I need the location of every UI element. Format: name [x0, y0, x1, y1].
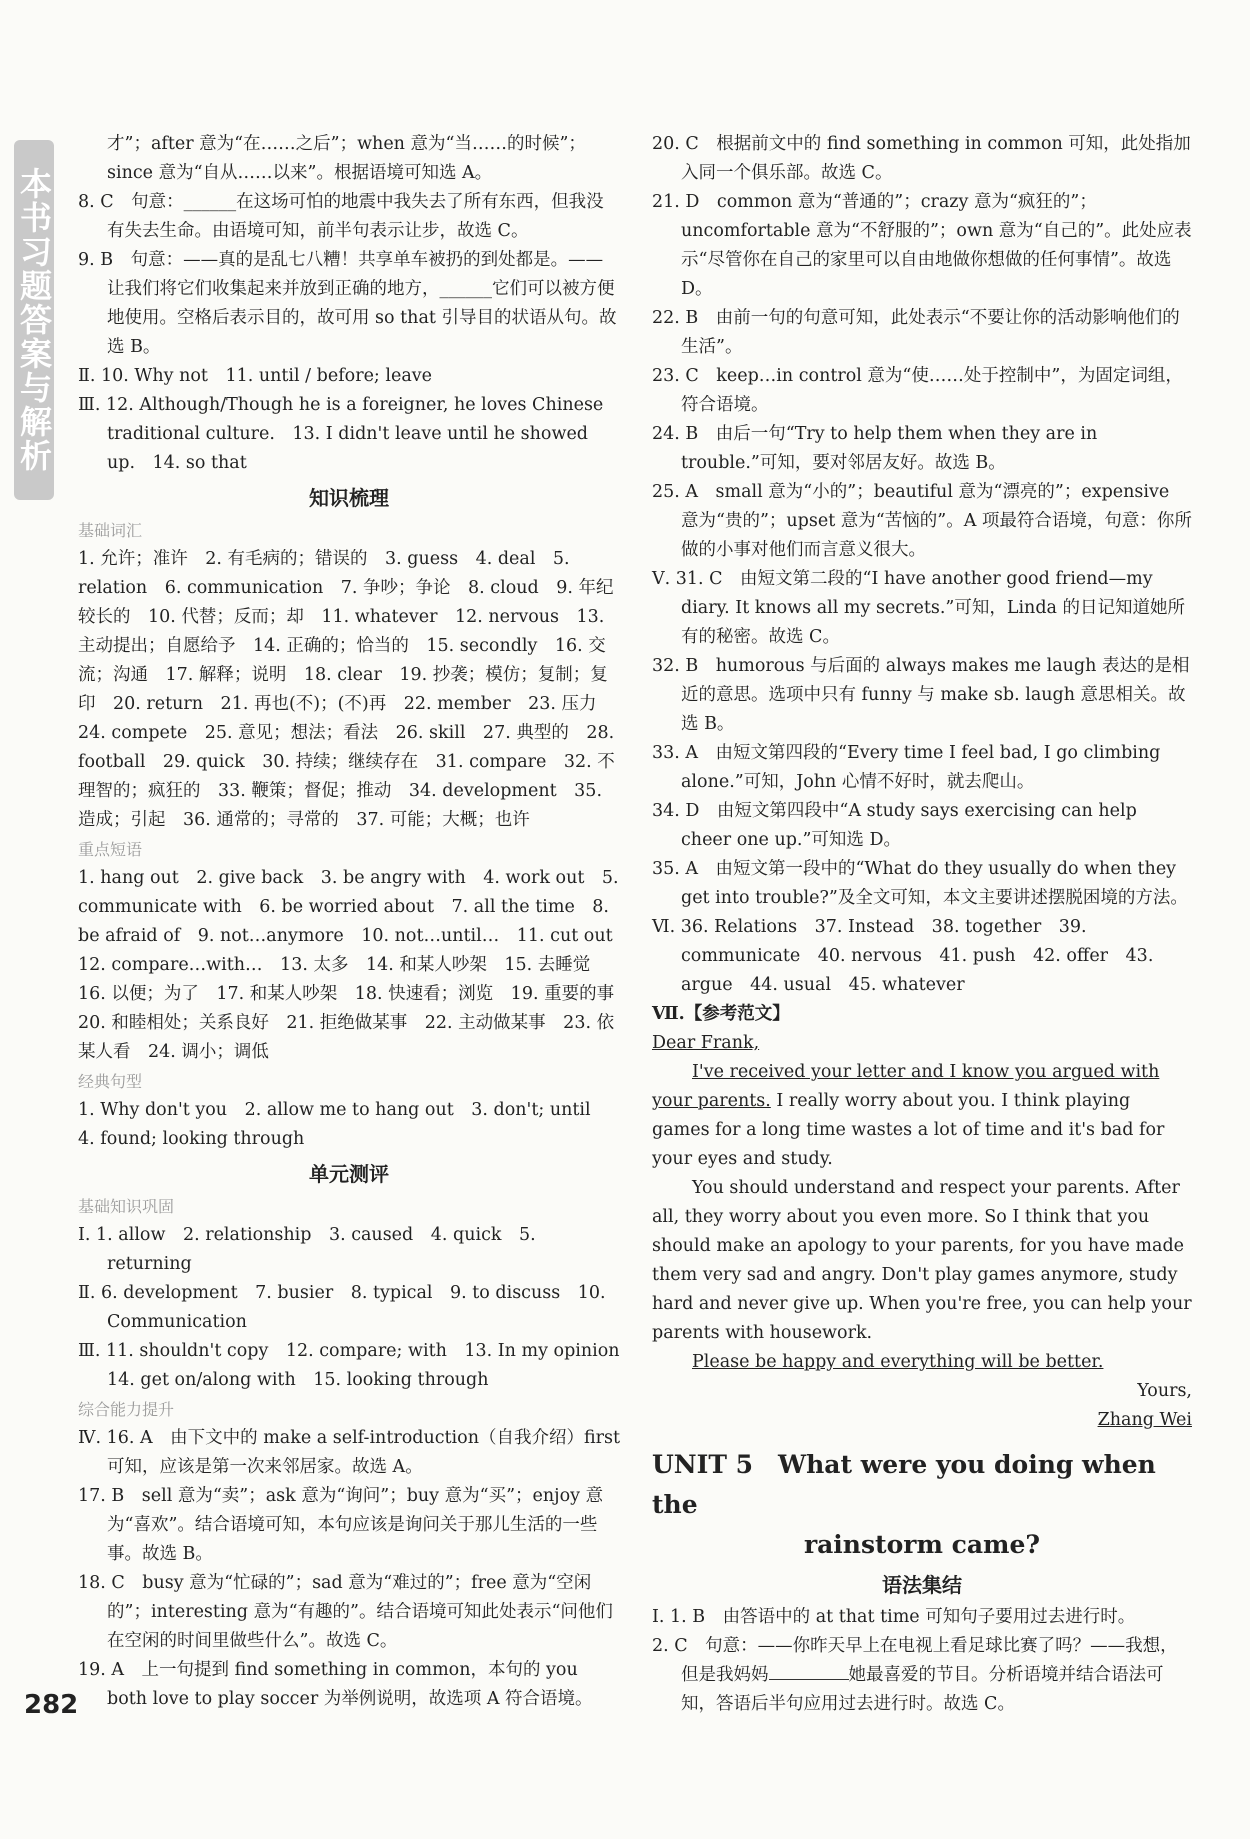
answer-item: Ⅲ. 12. Although/Though he is a foreigner, he loves Chinese traditional culture. 13. I didn't leave until he showed up. 14. so that — [78, 395, 604, 473]
answer-item: Ⅲ. 11. shouldn't copy 12. compare; with 13. In my opinion 14. get on/along with 15. looking through — [78, 1341, 638, 1390]
sentence-list: 1. Why don't you 2. allow me to hang out 3. don't; until 4. found; looking through — [78, 1100, 609, 1149]
fill-blank — [769, 1665, 849, 1680]
section-title: 单元测评 — [309, 1162, 389, 1186]
answer-item: 34. D 由短文第四段中“A study says exercising can help cheer one up.”可知选 D。 — [652, 801, 1137, 850]
left-column — [78, 130, 638, 1714]
essay-greeting — [652, 1029, 1192, 1058]
essay-text: I really worry about you. I think playing games for a long time wastes a lot of time and it's bad for your eyes and study. — [652, 1091, 1165, 1169]
answer-item: 20. C 根据前文中的 find something in common 可知，此处指加入同一个俱乐部。故选 C。 — [652, 134, 1191, 183]
answer-text: 她最喜爱的节目。分析语境并结合语法可知，答语后半句应用过去进行时。故选 C。 — [681, 1665, 1164, 1714]
essay-signature — [652, 1406, 1192, 1435]
subsection-label: 基础词汇 — [78, 521, 143, 540]
side-tab-label: 本书习题答案与解析 — [15, 167, 53, 473]
answer-item: 24. B 由后一句“Try to help them when they are in trouble.”可知，要对邻居友好。故选 B。 — [652, 424, 1098, 473]
answer-item: 25. A small 意为“小的”；beautiful 意为“漂亮的”；expensive 意为“贵的”；upset 意为“苦恼的”。A 项最符合语境，句意：你所做的小事对他们而言意义很大。 — [652, 482, 1192, 560]
answer-item: 32. B humorous 与后面的 always makes me laugh 表达的是相近的意思。选项中只有 funny 与 make sb. laugh 意思相关。故选 B。 — [652, 656, 1190, 734]
answer-text: 2. C 句意：——你昨天早上在电视上看足球比赛了吗？——我想，但是我妈妈 — [652, 1636, 1178, 1685]
unit-title-cont: rainstorm came? — [803, 1530, 1041, 1559]
phrase-list: 1. hang out 2. give back 3. be angry with 4. work out 5. communicate with 6. be worried about 7. all the time 8. be afraid of 9. not…anymore 10. not…until… 11. cut out 12. compare…with… 13. 太多 14. 和某人吵架 15. 去睡觉 16. 以便；为了 17. 和某人吵架 18. 快速看；浏览 19. 重要的事 20. 和睦相处；关系良好 21. 拒绝做某事 22. 主动做某事 23. 依某人看 24. 调小；调低 — [78, 868, 632, 1062]
answer-item: 23. C keep…in control 意为“使……处于控制中”，为固定词组，符合语境。 — [652, 366, 1183, 415]
essay-greeting-text: Dear Frank, — [652, 1033, 760, 1053]
essay-underlined-sentence: Please be happy and everything will be better. — [692, 1352, 1104, 1372]
answer-item — [652, 1632, 1192, 1719]
essay-paragraph: You should understand and respect your parents. After all, they worry about you even more. So I think that you should make an apology to your parents, for you have made them very sad and angry. Don't play games anymore, study hard and never give up. When you're free, you can help your parents with housework. — [652, 1178, 1192, 1343]
answer-item: Ⅰ. 1. B 由答语中的 at that time 可知句子要用过去进行时。 — [652, 1607, 1136, 1627]
answer-item: 35. A 由短文第一段中的“What do they usually do when they get into trouble?”及全文可知，本文主要讲述摆脱困境的方法。 — [652, 859, 1188, 908]
essay-underlined-sentence: I've received your letter and I know you argued with your parents. — [652, 1062, 1160, 1111]
section-title: 知识梳理 — [309, 486, 389, 510]
vocab-list: 1. 允许；准许 2. 有毛病的；错误的 3. guess 4. deal 5. relation 6. communication 7. 争吵；争论 8. cloud 9. 年纪较长的 10. 代替；反而；却 11. whatever 12. nervous 13. 主动提出；自愿给予 14. 正确的；恰当的 15. secondly 16. 交流；沟通 17. 解释；说明 18. clear 19. 抄袭；模仿；复制；复印 20. return 21. 再也(不)；(不)再 22. member 23. 压力 24. compete 25. 意见；想法；看法 26. skill 27. 典型的 28. football 29. quick 30. 持续；继续存在 31. compare 32. 不理智的；疯狂的 33. 鞭策；督促；推动 34. development 35. 造成；引起 36. 通常的；寻常的 37. 可能；大概；也许 — [78, 549, 615, 830]
answer-item: 17. B sell 意为“卖”；ask 意为“询问”；buy 意为“买”；enjoy 意为“喜欢”。结合语境可知，本句应该是询问关于那儿生活的一些事。故选 B。 — [78, 1486, 604, 1564]
subsection-label: 重点短语 — [78, 840, 143, 859]
answer-item: 22. B 由前一句的句意可知，此处表示“不要让你的活动影响他们的生活”。 — [652, 308, 1180, 357]
answer-item: 才”；after 意为“在……之后”；when 意为“当……的时候”；since 意为“自从……以来”。根据语境可知选 A。 — [107, 134, 586, 183]
unit-title: UNIT 5 What were you doing when the — [652, 1450, 1156, 1519]
essay-signature-text: Zhang Wei — [1097, 1410, 1192, 1430]
answer-item: Ⅱ. 10. Why not 11. until / before; leave — [78, 366, 433, 386]
answer-item: Ⅵ. 36. Relations 37. Instead 38. together 39. communicate 40. nervous 41. push 42. offer 43. argue 44. usual 45. whatever — [652, 917, 1154, 995]
answer-item: 19. A 上一句提到 find something in common，本句的 you both love to play soccer 为举例说明，故选项 A 符合语境。 — [78, 1660, 593, 1709]
answer-item: Ⅴ. 31. C 由短文第二段的“I have another good friend—my diary. It knows all my secrets.”可知，Linda 的日记知道她所有的秘密。故选 C。 — [652, 569, 1186, 647]
subsection-label: 综合能力提升 — [78, 1400, 175, 1419]
subsection-label: 经典句型 — [78, 1072, 143, 1091]
answer-item: 8. C 句意：______在这场可怕的地震中我失去了所有东西，但我没有失去生命。由语境可知，前半句表示让步，故选 C。 — [78, 192, 604, 241]
answer-item: 9. B 句意：——真的是乱七八糟！共享单车被扔的到处都是。——让我们将它们收集起来并放到正确的地方，______它们可以被方便地使用。空格后表示目的，故可用 so that 引导目的状语从句。故选 B。 — [78, 250, 617, 357]
page-number: 282 — [24, 1690, 79, 1720]
answer-item: 21. D common 意为“普通的”；crazy 意为“疯狂的”；uncomfortable 意为“不舒服的”；own 意为“自己的”。此处应表示“尽管你在自己的家里可以自由地做你想做的任何事情”。故选 D。 — [652, 192, 1192, 299]
answer-item: Ⅳ. 16. A 由下文中的 make a self-introduction（自我介绍）first 可知，应该是第一次来邻居家。故选 A。 — [78, 1428, 621, 1477]
answer-item: 33. A 由短文第四段的“Every time I feel bad, I go climbing alone.”可知，John 心情不好时，就去爬山。 — [652, 743, 1161, 792]
essay-paragraph — [652, 1058, 1192, 1174]
essay-heading: Ⅶ.【参考范文】 — [652, 1004, 790, 1024]
right-column — [652, 130, 1192, 1719]
side-tab — [14, 140, 54, 500]
answer-item: Ⅱ. 6. development 7. busier 8. typical 9. to discuss 10. Communication — [78, 1283, 606, 1332]
essay-closing: Yours, — [1137, 1381, 1192, 1401]
answer-item: 18. C busy 意为“忙碌的”；sad 意为“难过的”；free 意为“空闲的”；interesting 意为“有趣的”。结合语境可知此处表示“问他们在空闲的时间里做些什么”。故选 C。 — [78, 1573, 613, 1651]
section-title: 语法集结 — [882, 1573, 962, 1597]
answer-item: Ⅰ. 1. allow 2. relationship 3. caused 4. quick 5. returning — [78, 1225, 536, 1274]
subsection-label: 基础知识巩固 — [78, 1197, 175, 1216]
essay-paragraph — [652, 1348, 1192, 1377]
